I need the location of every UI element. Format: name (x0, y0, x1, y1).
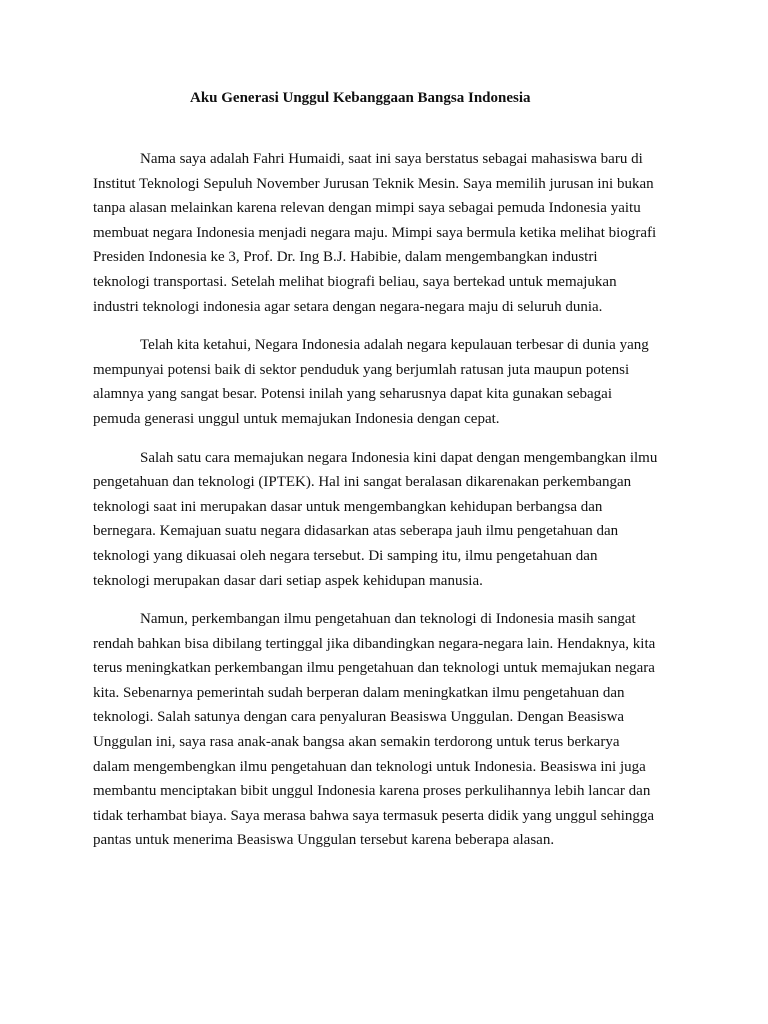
paragraph-line: kita. Sebenarnya pemerintah sudah berperan dalam meningkatkan ilmu pengetahuan dan (93, 684, 625, 701)
paragraph (93, 147, 681, 319)
paragraph-line: pengetahuan dan teknologi (IPTEK). Hal ini sangat beralasan dikarenakan perkembangan (93, 474, 632, 491)
paragraph-line: dalam mengembengkan ilmu pengetahuan dan teknologi untuk Indonesia. Beasiswa ini juga (93, 758, 646, 775)
paragraph-line: membuat negara Indonesia menjadi negara maju. Mimpi saya bermula ketika melihat biografi (93, 224, 657, 241)
paragraph-line: terus meningkatkan perkembangan ilmu pengetahuan dan teknologi untuk memajukan negara (93, 660, 655, 677)
paragraph-line: pantas untuk menerima Beasiswa Unggulan tersebut karena beberapa alasan. (93, 832, 555, 849)
paragraph-line: teknologi saat ini merupakan dasar untuk mengembangkan kehidupan berbangsa dan (93, 498, 603, 515)
paragraph (93, 446, 681, 594)
paragraph-line: Presiden Indonesia ke 3, Prof. Dr. Ing B.J. Habibie, dalam mengembangkan industri (93, 249, 598, 266)
paragraph-line: pemuda generasi unggul untuk memajukan Indonesia dengan cepat. (93, 410, 500, 427)
paragraph (93, 607, 681, 853)
paragraph-line: Namun, perkembangan ilmu pengetahuan dan teknologi di Indonesia masih sangat (140, 611, 636, 628)
paragraph-line: membantu menciptakan bibit unggul Indonesia karena proses perkulihannya lebih lancar dan (93, 783, 651, 800)
paragraph-line: Unggulan ini, saya rasa anak-anak bangsa akan semakin terdorong untuk terus berkarya (93, 734, 620, 751)
paragraph-line: Telah kita ketahui, Negara Indonesia adalah negara kepulauan terbesar di dunia yang (140, 337, 649, 354)
paragraph-line: teknologi yang dikuasai oleh negara tersebut. Di samping itu, ilmu pengetahuan dan (93, 547, 598, 564)
paragraph-line: mempunyai potensi baik di sektor penduduk yang berjumlah ratusan juta maupun potensi (93, 361, 630, 378)
paragraph-line: teknologi. Salah satunya dengan cara penyaluran Beasiswa Unggulan. Dengan Beasiswa (93, 709, 625, 726)
paragraph-line: Nama saya adalah Fahri Humaidi, saat ini saya berstatus sebagai mahasiswa baru di (140, 151, 643, 167)
paragraph-line: alamnya yang sangat besar. Potensi inilah yang seharusnya dapat kita gunakan sebagai (93, 386, 613, 403)
document-title: Aku Generasi Unggul Kebanggaan Bangsa Indonesia (190, 90, 531, 106)
paragraph-line: Institut Teknologi Sepuluh November Jurusan Teknik Mesin. Saya memilih jurusan ini bukan (93, 175, 654, 192)
paragraph-line: bernegara. Kemajuan suatu negara didasarkan atas seberapa jauh ilmu pengetahuan dan (93, 523, 619, 540)
paragraph-line: tidak terhambat biaya. Saya merasa bahwa saya termasuk peserta didik yang unggul sehingga (93, 807, 655, 824)
paragraph (93, 333, 681, 431)
document-body (93, 147, 681, 867)
paragraph-line: rendah bahkan bisa dibilang tertinggal jika dibandingkan negara-negara lain. Hendaknya, kita (93, 635, 656, 652)
paragraph-line: Salah satu cara memajukan negara Indonesia kini dapat dengan mengembangkan ilmu (140, 449, 658, 466)
paragraph-line: tanpa alasan melainkan karena relevan dengan mimpi saya sebagai pemuda Indonesia yaitu (93, 200, 641, 217)
paragraph-line: teknologi transportasi. Setelah melihat biografi beliau, saya bertekad untuk memajukan (93, 273, 617, 290)
paragraph-line: industri teknologi indonesia agar setara dengan negara-negara maju di seluruh dunia. (93, 298, 603, 315)
paragraph-line: teknologi merupakan dasar dari setiap aspek kehidupan manusia. (93, 572, 483, 589)
